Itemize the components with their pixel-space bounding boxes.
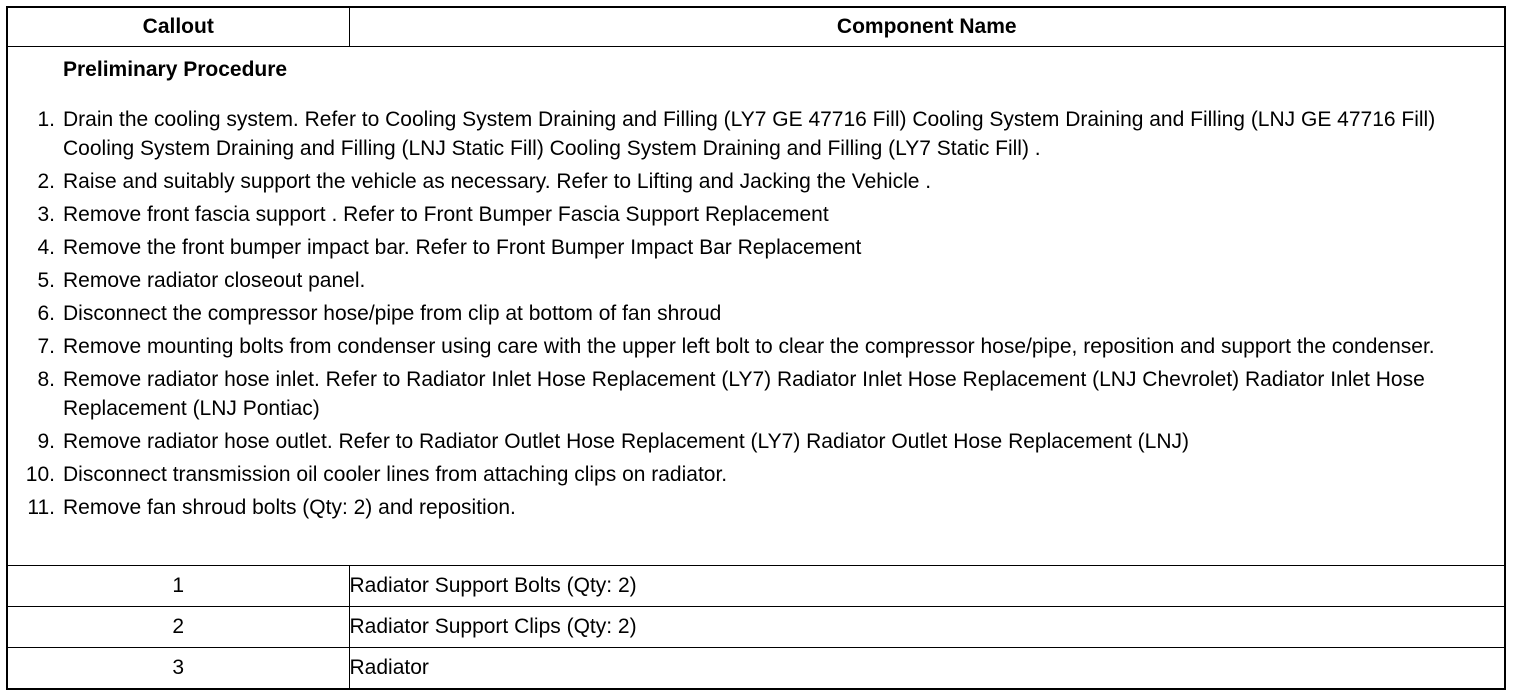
step-number: 7. (37, 335, 55, 358)
step-number: 9. (37, 430, 55, 453)
step-number: 5. (37, 269, 55, 292)
callout-number: 1 (8, 566, 349, 607)
step-number: 10. (25, 463, 55, 486)
step-number: 6. (37, 302, 55, 325)
procedure-cell (8, 47, 1504, 566)
procedure-step (8, 233, 1504, 262)
procedure-title: Preliminary Procedure (63, 58, 288, 81)
step-text: Remove fan shroud bolts (Qty: 2) and reposition. (63, 496, 516, 519)
procedure-step (8, 299, 1504, 328)
callout-number: 3 (8, 648, 349, 689)
step-text: Disconnect transmission oil cooler lines from attaching clips on radiator. (63, 463, 728, 486)
procedure-step (8, 427, 1504, 456)
step-text: Drain the cooling system. Refer to Cooling System Draining and Filling (LY7 GE 47716 Fill) Cooling System Draining and Filling (LNJ GE 47716 Fill) Cooling System Draining and Filling (LNJ Static Fill) Cooling System Draining and Filling (LY7 Static Fill) . (63, 108, 1436, 160)
procedure-step (8, 167, 1504, 196)
step-number: 2. (37, 170, 55, 193)
step-number: 1. (37, 108, 55, 131)
procedure-step (8, 460, 1504, 489)
component-name: Radiator Support Bolts (Qty: 2) (349, 566, 1504, 607)
step-text: Remove front fascia support . Refer to Front Bumper Fascia Support Replacement (63, 203, 829, 226)
procedure-step (8, 332, 1504, 361)
step-text: Remove the front bumper impact bar. Refer to Front Bumper Impact Bar Replacement (63, 236, 862, 259)
procedure-step (8, 105, 1504, 163)
procedure-steps (8, 105, 1504, 522)
step-text: Remove mounting bolts from condenser using care with the upper left bolt to clear the compressor hose/pipe, reposition and support the condenser. (63, 335, 1435, 358)
step-number: 3. (37, 203, 55, 226)
procedure-step (8, 200, 1504, 229)
step-text: Remove radiator hose outlet. Refer to Radiator Outlet Hose Replacement (LY7) Radiator Outlet Hose Replacement (LNJ) (63, 430, 1189, 453)
step-text: Disconnect the compressor hose/pipe from clip at bottom of fan shroud (63, 302, 722, 325)
procedure-step (8, 365, 1504, 423)
component-row (8, 648, 1504, 689)
callout-table (8, 8, 1504, 688)
step-text: Remove radiator hose inlet. Refer to Radiator Inlet Hose Replacement (LY7) Radiator Inlet Hose Replacement (LNJ Chevrolet) Radiator Inlet Hose Replacement (LNJ Pontiac) (63, 368, 1425, 420)
component-name: Radiator (349, 648, 1504, 689)
procedure-row (8, 47, 1504, 566)
header-row (8, 8, 1504, 47)
header-callout: Callout (8, 8, 349, 47)
step-text: Remove radiator closeout panel. (63, 269, 366, 292)
component-row (8, 607, 1504, 648)
step-number: 8. (37, 368, 55, 391)
procedure-step (8, 493, 1504, 522)
component-row (8, 566, 1504, 607)
procedure-step (8, 266, 1504, 295)
component-name: Radiator Support Clips (Qty: 2) (349, 607, 1504, 648)
header-component-name: Component Name (349, 8, 1504, 47)
callout-number: 2 (8, 607, 349, 648)
step-number: 11. (27, 496, 55, 519)
step-number: 4. (37, 236, 55, 259)
step-text: Raise and suitably support the vehicle as necessary. Refer to Lifting and Jacking the Vehicle . (63, 170, 932, 193)
callout-table-frame (6, 6, 1506, 690)
